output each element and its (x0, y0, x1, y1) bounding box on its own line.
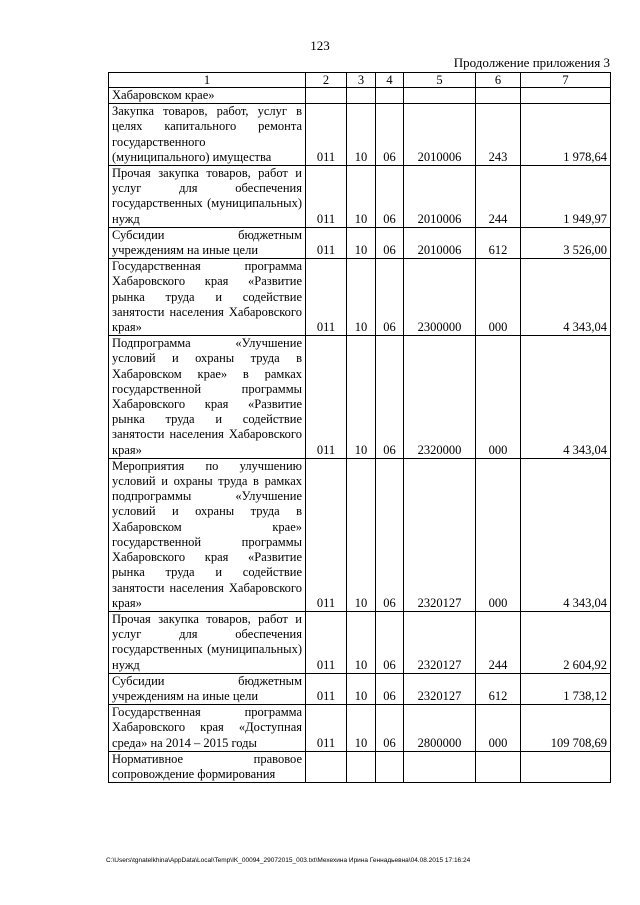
table-row (109, 88, 611, 104)
code-cell: 011 (306, 336, 347, 459)
amount-cell: 2 604,92 (521, 611, 611, 673)
code-cell (376, 88, 404, 104)
table-row (109, 673, 611, 704)
row-name: Мероприятия по улучшению условий и охраны труда в рамках подпрограммы «Улучшение условий и охраны труда в Хабаровском крае» государственной программы Хабаровского края «Развитие рынка труда и содействие занятости населения Хабаровского края» (109, 458, 306, 611)
code-cell: 10 (347, 227, 376, 258)
code-cell: 612 (476, 673, 521, 704)
code-cell: 06 (376, 336, 404, 459)
table-row (109, 259, 611, 336)
code-cell: 06 (376, 166, 404, 228)
code-cell: 10 (347, 458, 376, 611)
code-cell: 244 (476, 611, 521, 673)
code-cell (376, 751, 404, 782)
amount-cell: 1 978,64 (521, 104, 611, 166)
code-cell (404, 751, 476, 782)
row-name: Закупка товаров, работ, услуг в целях капитального ремонта государственного (муниципального) имущества (109, 104, 306, 166)
amount-cell: 4 343,04 (521, 259, 611, 336)
table-row (109, 104, 611, 166)
code-cell: 011 (306, 227, 347, 258)
header-cell: 3 (347, 73, 376, 88)
code-cell: 244 (476, 166, 521, 228)
row-name: Прочая закупка товаров, работ и услуг для обеспечения государственных (муниципальных) нужд (109, 166, 306, 228)
continuation-label: Продолжение приложения 3 (453, 55, 610, 70)
budget-table (108, 72, 611, 783)
row-name: Государственная программа Хабаровского края «Доступная среда» на 2014 – 2015 годы (109, 705, 306, 752)
code-cell: 06 (376, 458, 404, 611)
table-row (109, 336, 611, 459)
amount-cell: 4 343,04 (521, 458, 611, 611)
row-name: Субсидии бюджетным учреждениям на иные цели (109, 227, 306, 258)
code-cell: 10 (347, 259, 376, 336)
code-cell (476, 88, 521, 104)
code-cell: 000 (476, 259, 521, 336)
code-cell: 011 (306, 259, 347, 336)
code-cell (347, 751, 376, 782)
code-cell: 06 (376, 104, 404, 166)
row-name: Прочая закупка товаров, работ и услуг для обеспечения государственных (муниципальных) нужд (109, 611, 306, 673)
code-cell: 011 (306, 611, 347, 673)
page-number: 123 (310, 38, 330, 53)
code-cell: 06 (376, 673, 404, 704)
header-cell: 6 (476, 73, 521, 88)
code-cell: 2010006 (404, 104, 476, 166)
amount-cell: 1 949,97 (521, 166, 611, 228)
amount-cell (521, 88, 611, 104)
code-cell: 10 (347, 705, 376, 752)
code-cell (404, 88, 476, 104)
code-cell: 2300000 (404, 259, 476, 336)
code-cell: 06 (376, 227, 404, 258)
code-cell: 2010006 (404, 227, 476, 258)
code-cell: 243 (476, 104, 521, 166)
amount-cell: 3 526,00 (521, 227, 611, 258)
code-cell: 011 (306, 458, 347, 611)
row-name: Государственная программа Хабаровского края «Развитие рынка труда и содействие занятости населения Хабаровского края» (109, 259, 306, 336)
code-cell: 011 (306, 166, 347, 228)
code-cell: 011 (306, 104, 347, 166)
table-row (109, 611, 611, 673)
code-cell: 10 (347, 104, 376, 166)
code-cell: 612 (476, 227, 521, 258)
code-cell: 000 (476, 336, 521, 459)
table-row (109, 458, 611, 611)
row-name: Субсидии бюджетным учреждениям на иные цели (109, 673, 306, 704)
code-cell (306, 88, 347, 104)
footer-file-path: C:\Users\tgnatelkhina\AppData\Local\Temp\IK_00094_29072015_003.txt\Мехехина Ирина Геннадьевна\04.08.2015 17:16:24 (106, 857, 471, 864)
table-row (109, 166, 611, 228)
code-cell: 000 (476, 705, 521, 752)
code-cell: 2320127 (404, 673, 476, 704)
code-cell: 2320127 (404, 611, 476, 673)
header-cell: 1 (109, 73, 306, 88)
header-cell: 7 (521, 73, 611, 88)
code-cell: 011 (306, 705, 347, 752)
header-row (109, 73, 611, 88)
row-name: Хабаровском крае» (109, 88, 306, 104)
code-cell: 10 (347, 336, 376, 459)
code-cell: 000 (476, 458, 521, 611)
amount-cell: 4 343,04 (521, 336, 611, 459)
code-cell: 10 (347, 166, 376, 228)
code-cell: 06 (376, 705, 404, 752)
header-cell: 4 (376, 73, 404, 88)
amount-cell (521, 751, 611, 782)
row-name: Нормативное правовое сопровождение формирования (109, 751, 306, 782)
code-cell: 2320127 (404, 458, 476, 611)
code-cell: 10 (347, 611, 376, 673)
code-cell (347, 88, 376, 104)
row-name: Подпрограмма «Улучшение условий и охраны труда в Хабаровском крае» в рамках государственной программы Хабаровского края «Развитие рынка труда и содействие занятости населения Хабаровского края» (109, 336, 306, 459)
table-row (109, 751, 611, 782)
amount-cell: 109 708,69 (521, 705, 611, 752)
header-cell: 2 (306, 73, 347, 88)
code-cell: 06 (376, 611, 404, 673)
amount-cell: 1 738,12 (521, 673, 611, 704)
code-cell (306, 751, 347, 782)
code-cell: 2800000 (404, 705, 476, 752)
code-cell: 10 (347, 673, 376, 704)
code-cell (476, 751, 521, 782)
code-cell: 2320000 (404, 336, 476, 459)
table-row (109, 227, 611, 258)
code-cell: 011 (306, 673, 347, 704)
header-cell: 5 (404, 73, 476, 88)
table-row (109, 705, 611, 752)
code-cell: 06 (376, 259, 404, 336)
code-cell: 2010006 (404, 166, 476, 228)
